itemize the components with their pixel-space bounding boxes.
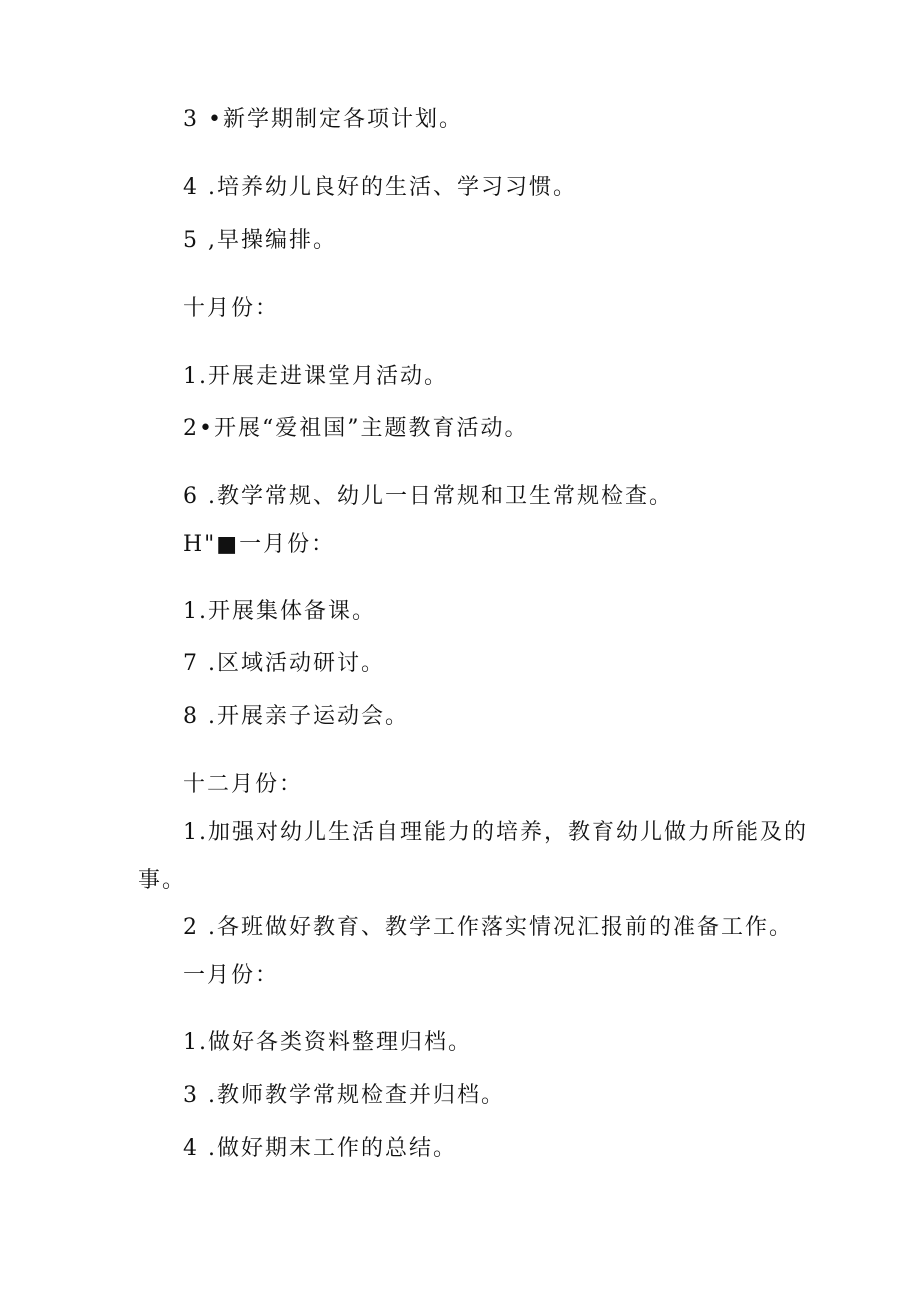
list-item-continuation: 事。 — [138, 868, 187, 893]
list-item: 2 .各班做好教育、教学工作落实情况汇报前的准备工作。 — [183, 915, 793, 940]
list-item: 8 .开展亲子运动会。 — [183, 704, 409, 729]
list-item: 1.开展走进课堂月活动。 — [183, 364, 448, 389]
list-item: 6 .教学常规、幼儿一日常规和卫生常规检查。 — [183, 484, 673, 509]
list-item: 2•开展“爱祖国”主题教育活动。 — [183, 416, 529, 441]
section-heading: 一月份： — [183, 963, 280, 988]
list-item: 1.开展集体备课。 — [183, 599, 376, 624]
section-heading: H"■一月份： — [183, 532, 336, 557]
list-item: 4 .培养幼儿良好的生活、学习习惯。 — [183, 175, 577, 200]
section-heading: 十二月份： — [183, 772, 304, 797]
list-item: 3 .教师教学常规检查并归档。 — [183, 1083, 505, 1108]
list-item: 4 .做好期末工作的总结。 — [183, 1136, 457, 1161]
list-item: 7 .区域活动研讨。 — [183, 651, 385, 676]
list-item: 5 ,早操编排。 — [183, 228, 337, 253]
list-item: 3 •新学期制定各项计划。 — [183, 107, 463, 132]
section-heading: 十月份： — [183, 296, 280, 321]
list-item: 1.做好各类资料整理归档。 — [183, 1030, 472, 1055]
list-item: 1.加强对幼儿生活自理能力的培养，教育幼儿做力所能及的 — [183, 820, 808, 845]
